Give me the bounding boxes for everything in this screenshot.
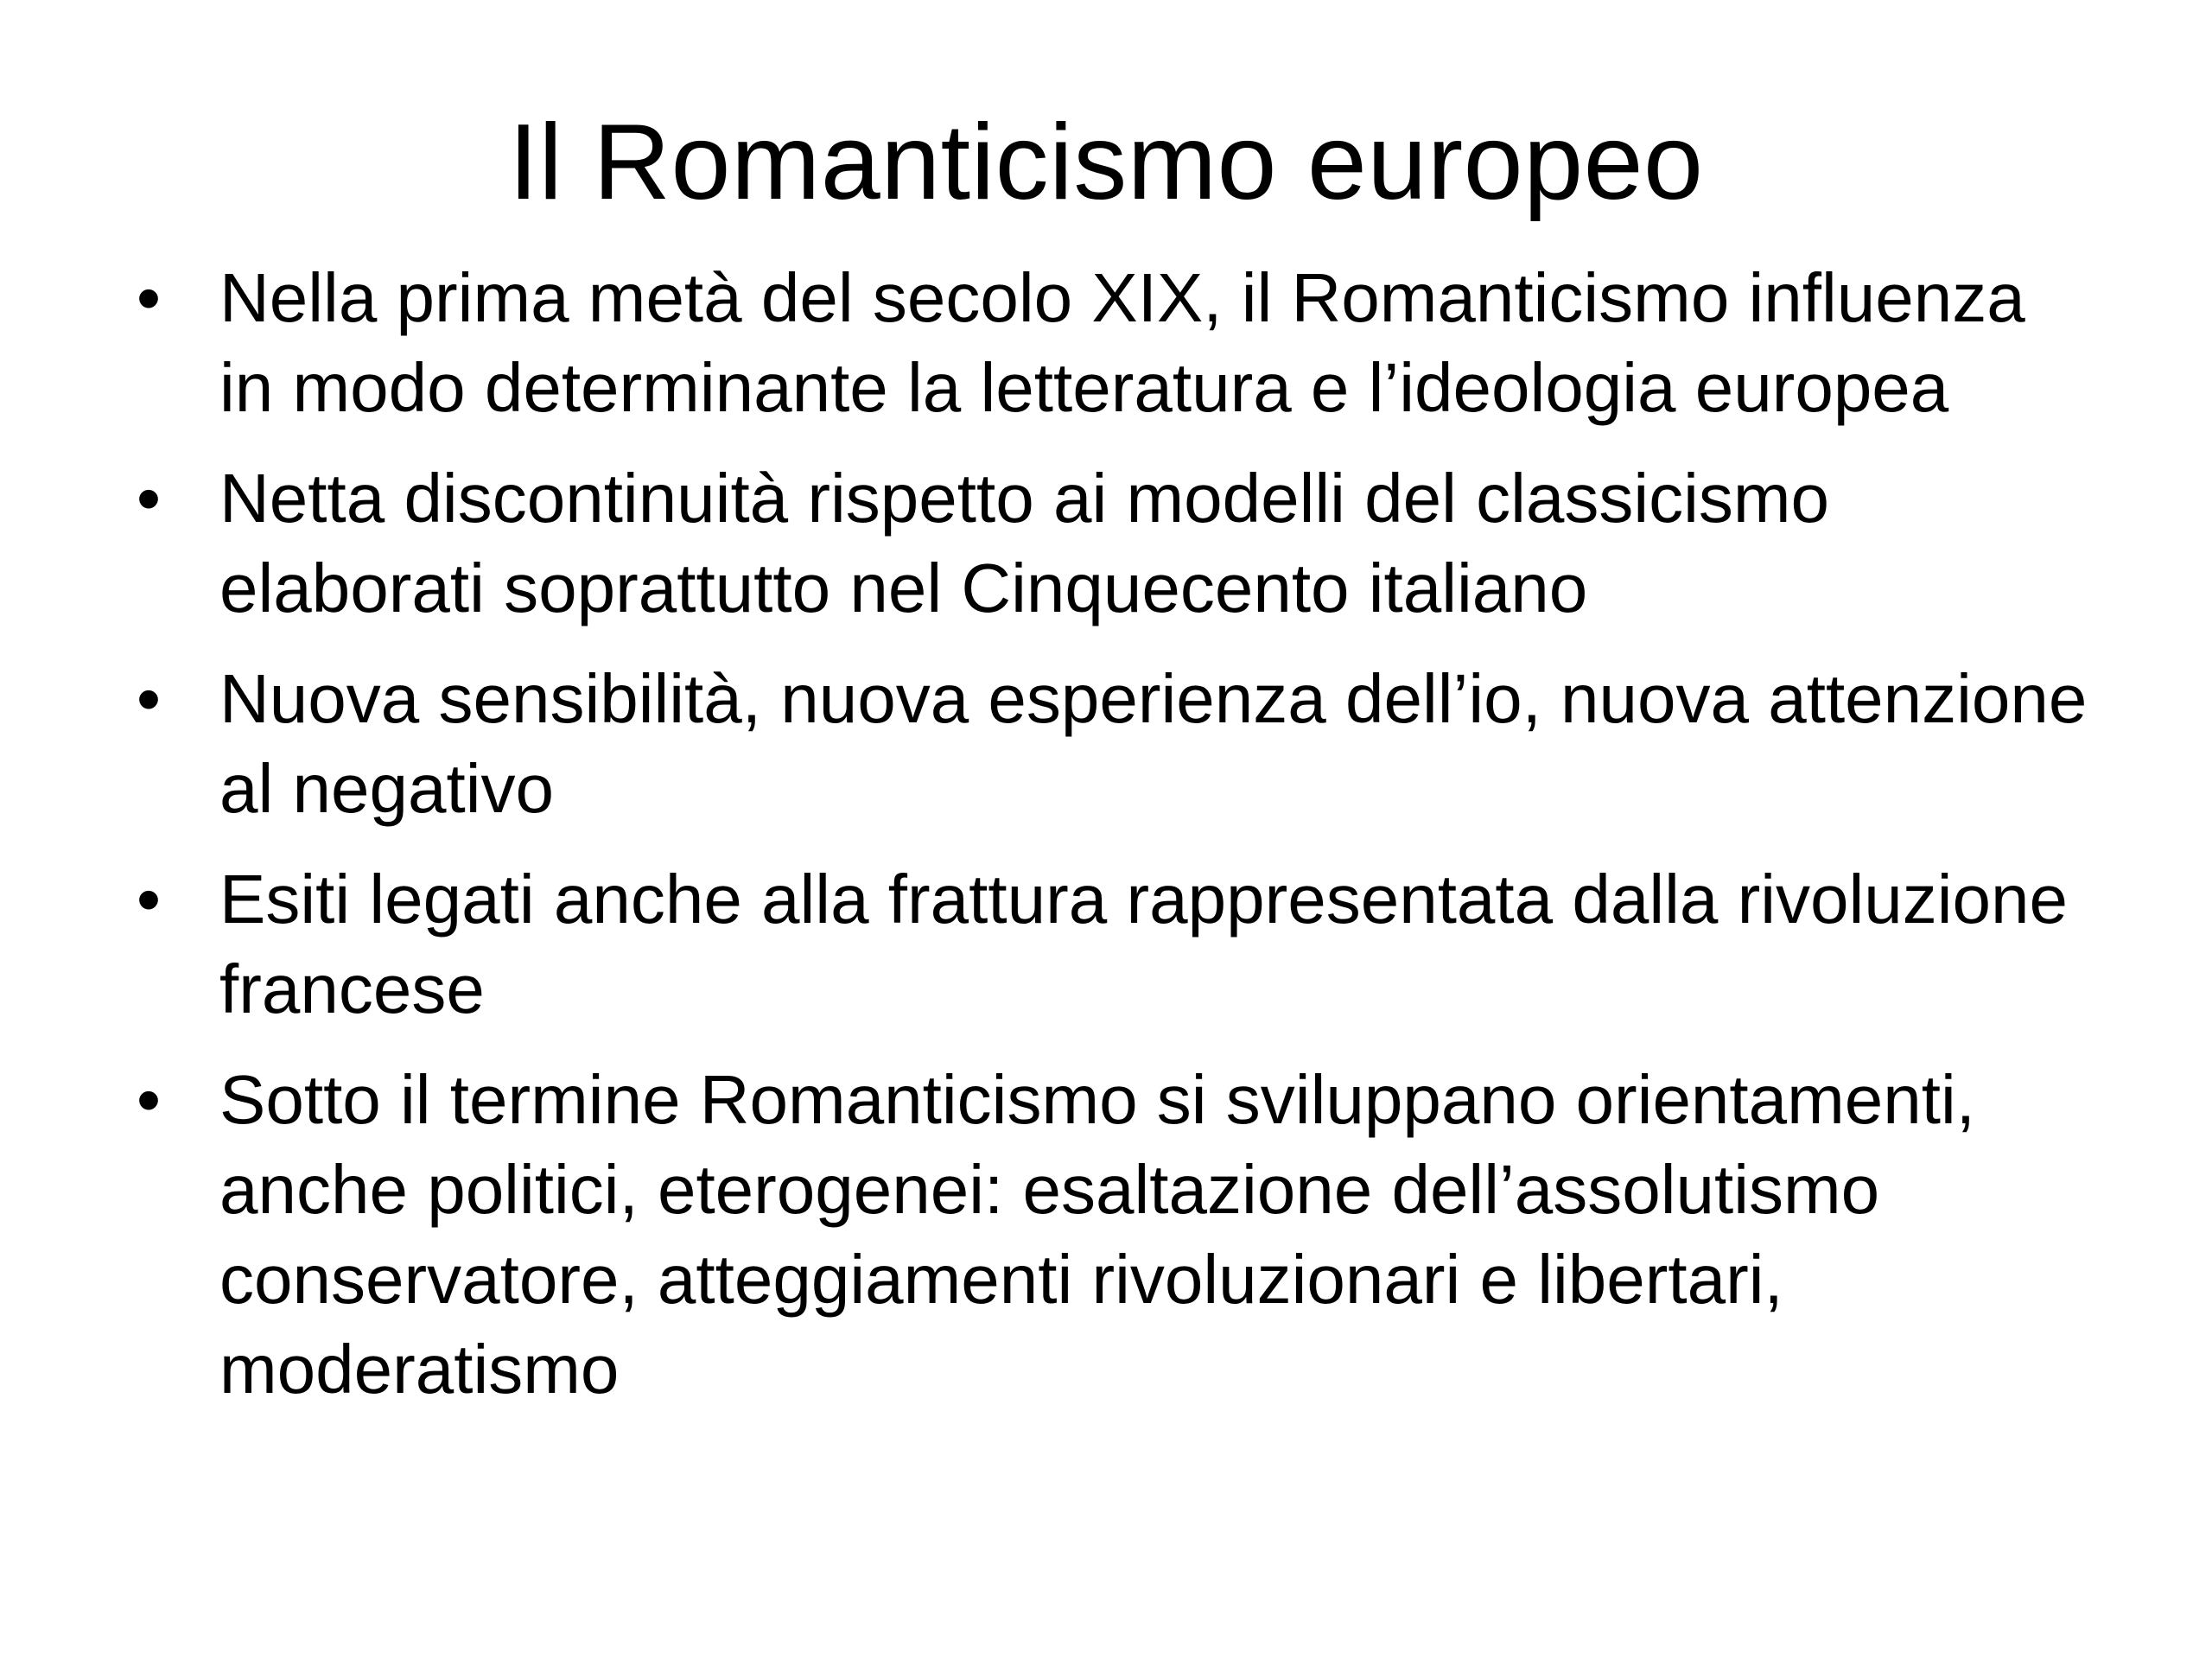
bullet-text: Esiti legati anche alla frattura rappresentata dalla rivoluzione francese [219,861,2069,1027]
slide-title: Il Romanticismo europeo [508,103,1704,222]
bullet-icon: • [137,259,162,336]
bullet-list [128,253,2098,1435]
bullet-item [128,1055,2098,1414]
bullet-item [128,855,2098,1034]
bullet-item [128,454,2098,633]
bullet-icon: • [137,660,162,737]
bullet-icon: • [137,460,162,537]
bullet-text: Nella prima metà del secolo XIX, il Romanticismo influenza in modo determinante la letteratura e l’ideologia europea [219,259,2025,426]
bullet-text: Sotto il termine Romanticismo si sviluppano orientamenti, anche politici, eterogenei: esaltazione dell’assolutismo conservatore, atteggiamenti rivoluzionari e libertari, moderatismo [219,1061,1975,1408]
bullet-text: Netta discontinuità rispetto ai modelli del classicismo elaborati soprattutto nel Cinquecento italiano [219,460,1830,626]
bullet-text: Nuova sensibilità, nuova esperienza dell’io, nuova attenzione al negativo [219,660,2088,827]
bullet-item [128,253,2098,433]
bullet-icon: • [137,861,162,938]
bullet-item [128,654,2098,834]
bullet-icon: • [137,1061,162,1138]
